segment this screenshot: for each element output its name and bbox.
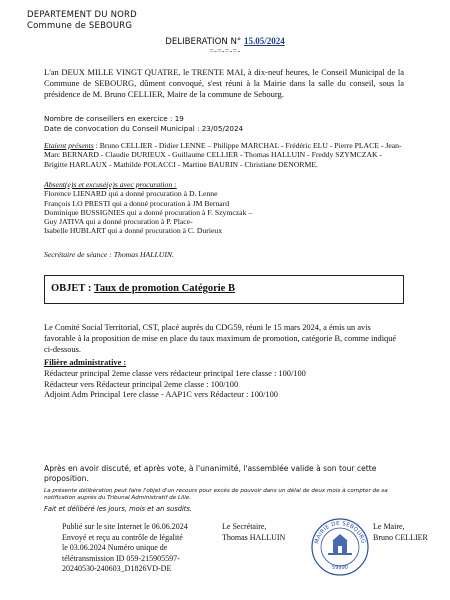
maire-name: Bruno CELLIER: [373, 532, 428, 542]
deliberation-label: DELIBERATION N°: [165, 37, 242, 47]
presents-label: Etaient présents: [44, 141, 94, 150]
recours-notice: La présente délibération peut faire l'objet d'un recours pour excès de pouvoir dans un délai de deux mois à compter de sa notification auprès du Tribunal Administratif de Lille.: [44, 488, 388, 502]
presents-names: : Bruno CELLIER - Didier LENNE – Philippe MARCHAL - Frédéric ELU - Pierre PLACE - Jean-Marc BERNARD - Claudie DURIEUX - Guillaume CELLIER - Thomas HALLUIN - Freddy SZYMCZAK - Brigitte HARLAUX - Mathilde POLACCI - Martine BAURIN - Christiane DENORME.: [44, 141, 402, 169]
secretaire-signature: [222, 522, 285, 543]
filiere-block: [44, 358, 404, 401]
absent-line: Florence LIENARD qui a donné procuration à D. Lenne: [44, 189, 218, 199]
convocation-date: Date de convocation du Conseil Municipal : 23/05/2024: [44, 124, 244, 133]
promotion-line: Rédacteur principal 2eme classe vers rédacteur principal 1ere classe : 100/100: [44, 368, 306, 378]
absent-line: François LO PRESTI qui a donné procuration à JM Bernard: [44, 198, 230, 208]
body-paragraph: Le Comité Social Territorial, CST, placé auprès du CDG59, réuni le 15 mars 2024, a émis un avis favorable à la proposition de mise en place du taux maximum de promotion, catégorie B, comme indiqué ci-dessous.: [44, 323, 397, 354]
fait-line: Fait et délibéré les jours, mois et an susdits.: [44, 505, 193, 513]
secretaire-seance: Secrétaire de séance : Thomas HALLUIN.: [44, 250, 174, 259]
publication-line: Publié sur le site Internet le 06.06.2024: [62, 522, 188, 531]
objet-heading: [51, 283, 235, 294]
absents-block: [44, 180, 404, 236]
intro-paragraph: L'an DEUX MILLE VINGT QUATRE, le TRENTE MAI, à dix-neuf heures, le Conseil Municipal de la Commune de SEBOURG, dûment convoqué, s'est réuni à la Mairie dans la salle du conseil, sous la présidence de M. Bruno CELLIER, Maire de la commune de Sebourg.: [44, 67, 404, 100]
objet-text: Taux de promotion Catégorie B: [93, 283, 235, 294]
maire-title: Le Maire,: [373, 522, 405, 531]
publication-line: télétransmission ID 059-215905597-: [62, 553, 180, 563]
promotion-line: Adjoint Adm Principal 1ere classe - AAP1C vers Rédacteur : 100/100: [44, 390, 278, 400]
publication-line: 20240530-240603_D1826VD-DE: [62, 564, 172, 573]
filiere-heading: Filière administrative :: [44, 358, 127, 367]
mairie-seal-icon: [310, 517, 370, 577]
commune-name: Commune de SEBOURG: [27, 21, 133, 31]
presents-block: [44, 141, 404, 169]
conseillers-count: Nombre de conseillers en exercice : 19: [44, 114, 184, 123]
maire-signature: [373, 522, 428, 543]
secretaire-title: Le Secrétaire,: [222, 522, 267, 531]
department-name: DEPARTEMENT DU NORD: [27, 10, 137, 20]
svg-text:MAIRIE DE SEBOURG: MAIRIE DE SEBOURG: [314, 520, 366, 545]
publication-line: Envoyé et reçu au contrôle de légalité: [62, 532, 183, 542]
absent-line: Isabelle HUBLART qui a donné procuration à C. Durieux: [44, 226, 223, 236]
absent-line: Guy JATIVA qui a donné procuration à P. Place-: [44, 217, 193, 227]
objet-label: OBJET :: [51, 283, 92, 294]
title-separator: =-=-=-=-: [209, 46, 241, 55]
absent-line: Dominique BUSSIGNIES qui a donné procuration à F. Szymczak –: [44, 207, 253, 217]
objet-box: [44, 275, 404, 304]
svg-text:59990: 59990: [332, 565, 348, 571]
promotion-line: Rédacteur vers Rédacteur principal 2eme classe : 100/100: [44, 379, 239, 389]
publication-line: le 03.06.2024 Numéro unique de: [62, 543, 168, 552]
publication-block: [62, 522, 188, 575]
absents-label: Absent(e)s et excusé(e)s avec procuration :: [44, 180, 177, 189]
header-block: [27, 10, 137, 32]
deliberation-number[interactable]: 15.05/2024: [243, 36, 285, 46]
secretaire-name: Thomas HALLUIN: [222, 532, 286, 542]
after-paragraph: Après en avoir discuté, et après vote, à l'unanimité, l'assemblée valide à son tour cette proposition.: [44, 464, 377, 483]
